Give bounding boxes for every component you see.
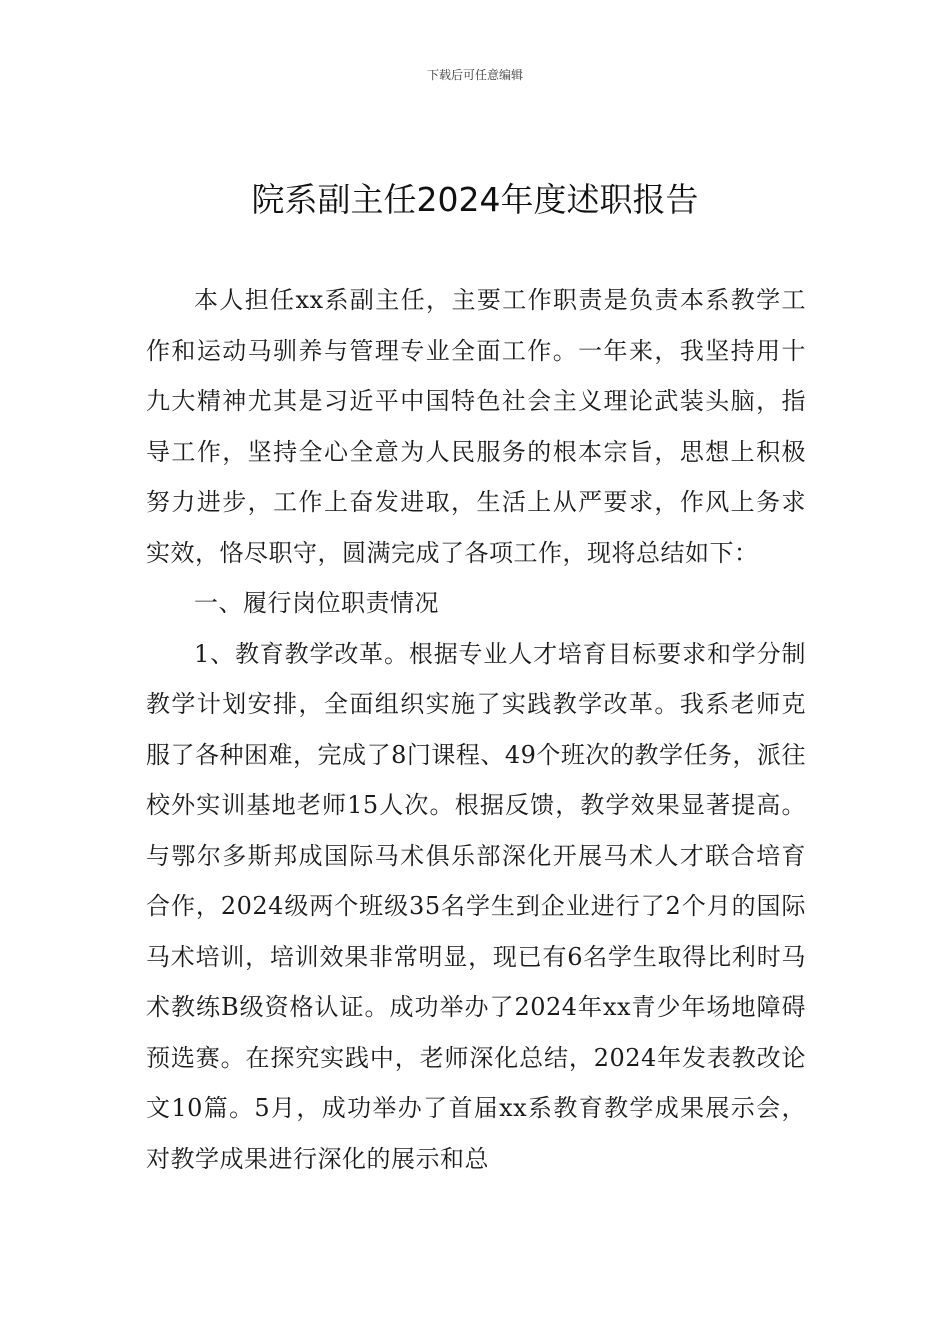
section-heading: 一、履行岗位职责情况 xyxy=(194,589,439,617)
paragraph-intro: 本人担任xx系副主任，主要工作职责是负责本系教学工作和运动马驯养与管理专业全面工作。一年来，我坚持用十九大精神尤其是习近平中国特色社会主义理论武装头脑，指导工作，坚持全心全意为人民服务的根本宗旨，思想上积极努力进步，工作上奋发进取，生活上从严要求，作风上务求实效，恪尽职守，圆满完成了各项工作，现将总结如下： xyxy=(146,286,806,567)
document-body xyxy=(146,275,806,1184)
header-note: 下载后可任意编辑 xyxy=(426,68,523,82)
document-title: 院系副主任2024年度述职报告 xyxy=(251,180,699,219)
paragraph-teaching-reform: 1、教育教学改革。根据专业人才培育目标要求和学分制教学计划安排，全面组织实施了实践教学改革。我系老师克服了各种困难，完成了8门课程、49个班次的教学任务，派往校外实训基地老师15人次。根据反馈，教学效果显著提高。与鄂尔多斯邦成国际马术俱乐部深化开展马术人才联合培育合作，2024级两个班级35名学生到企业进行了2个月的国际马术培训，培训效果非常明显，现已有6名学生取得比利时马术教练B级资格认证。成功举办了2024年xx青少年场地障碍预选赛。在探究实践中，老师深化总结，2024年发表教改论文10篇。5月，成功举办了首届xx系教育教学成果展示会，对教学成果进行深化的展示和总 xyxy=(146,639,806,1173)
